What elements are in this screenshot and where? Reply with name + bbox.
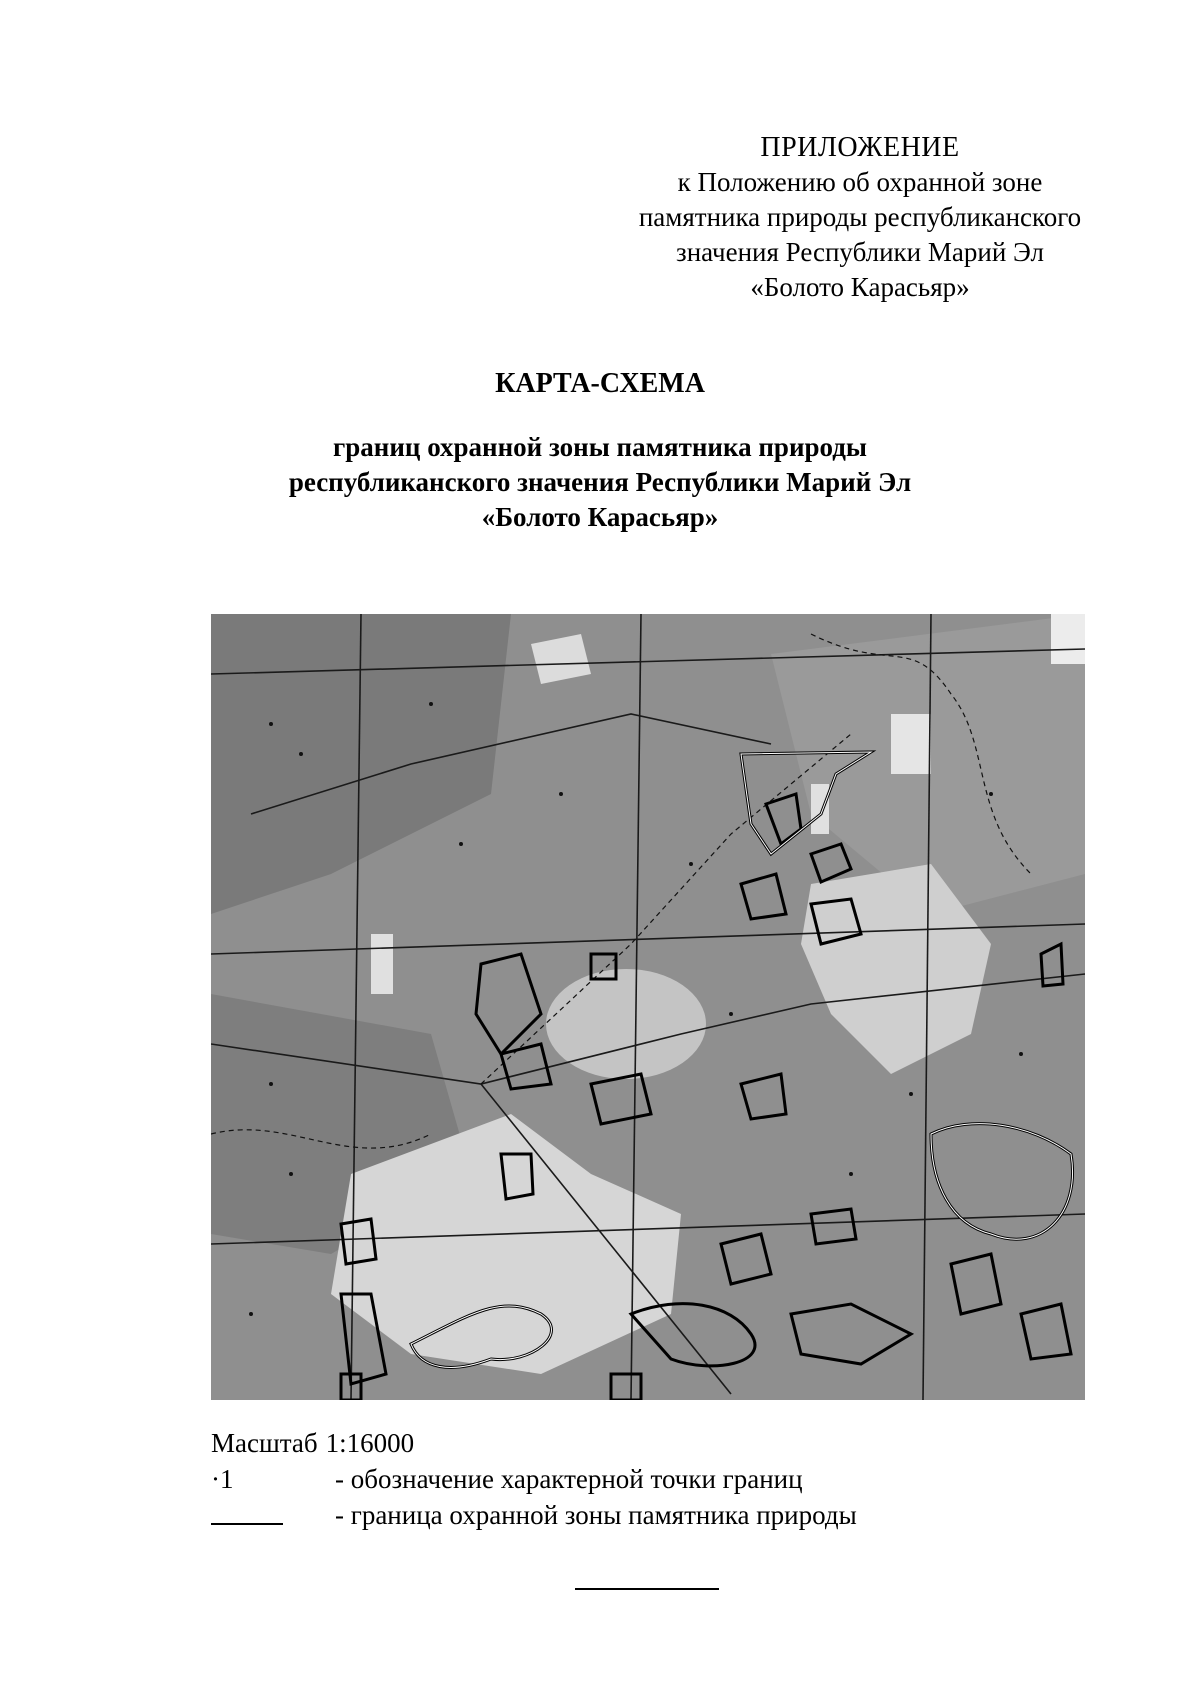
appendix-line-2: памятника природы республиканского <box>638 202 1082 232</box>
scale-label: Масштаб <box>211 1428 318 1458</box>
scale-value: 1:16000 <box>325 1428 415 1458</box>
subtitle-line-2: республиканского значения Республики Марий Эл <box>288 467 912 497</box>
point-description: - обозначение характерной точки границ <box>335 1464 803 1494</box>
map-dot <box>989 792 993 796</box>
map-dot <box>269 1082 273 1086</box>
end-divider <box>575 1588 719 1590</box>
map-clearing <box>891 714 931 774</box>
appendix-line-4: «Болото Карасьяр» <box>750 272 970 302</box>
legend-scale-row <box>211 1425 857 1461</box>
appendix-line-3: значения Республики Марий Эл <box>676 237 1044 267</box>
scheme-map-image <box>211 614 1085 1400</box>
document-title: КАРТА-СХЕМА <box>495 368 705 399</box>
boundary-line-symbol <box>211 1497 283 1525</box>
legend-line-row <box>211 1497 857 1534</box>
line-symbol-cell <box>211 1497 335 1534</box>
map-dot <box>299 752 303 756</box>
map-dot <box>849 1172 853 1176</box>
appendix-line-1: к Положению об охранной зоне <box>677 167 1043 197</box>
map-dot <box>559 792 563 796</box>
map-dot <box>909 1092 913 1096</box>
map-drawing <box>211 614 1085 1400</box>
map-dot <box>269 722 273 726</box>
map-dot <box>429 702 433 706</box>
point-symbol: ·1 <box>211 1464 234 1494</box>
legend-point-row <box>211 1461 857 1497</box>
map-clearing <box>1051 614 1085 664</box>
map-clearing <box>371 934 393 994</box>
map-dot <box>689 862 693 866</box>
appendix-heading: ПРИЛОЖЕНИЕ <box>760 132 960 163</box>
map-dot <box>249 1312 253 1316</box>
map-dot <box>1019 1052 1023 1056</box>
map-legend <box>211 1425 857 1534</box>
map-dot <box>729 1012 733 1016</box>
appendix-block <box>610 130 1110 305</box>
subtitle-line-1: границ охранной зоны памятника природы <box>333 432 867 462</box>
subtitle-line-3: «Болото Карасьяр» <box>481 502 719 532</box>
map-dot <box>459 842 463 846</box>
line-description: - граница охранной зоны памятника природы <box>335 1500 857 1530</box>
map-clearing <box>811 784 829 834</box>
document-subtitle <box>0 430 1200 535</box>
map-dot <box>289 1172 293 1176</box>
